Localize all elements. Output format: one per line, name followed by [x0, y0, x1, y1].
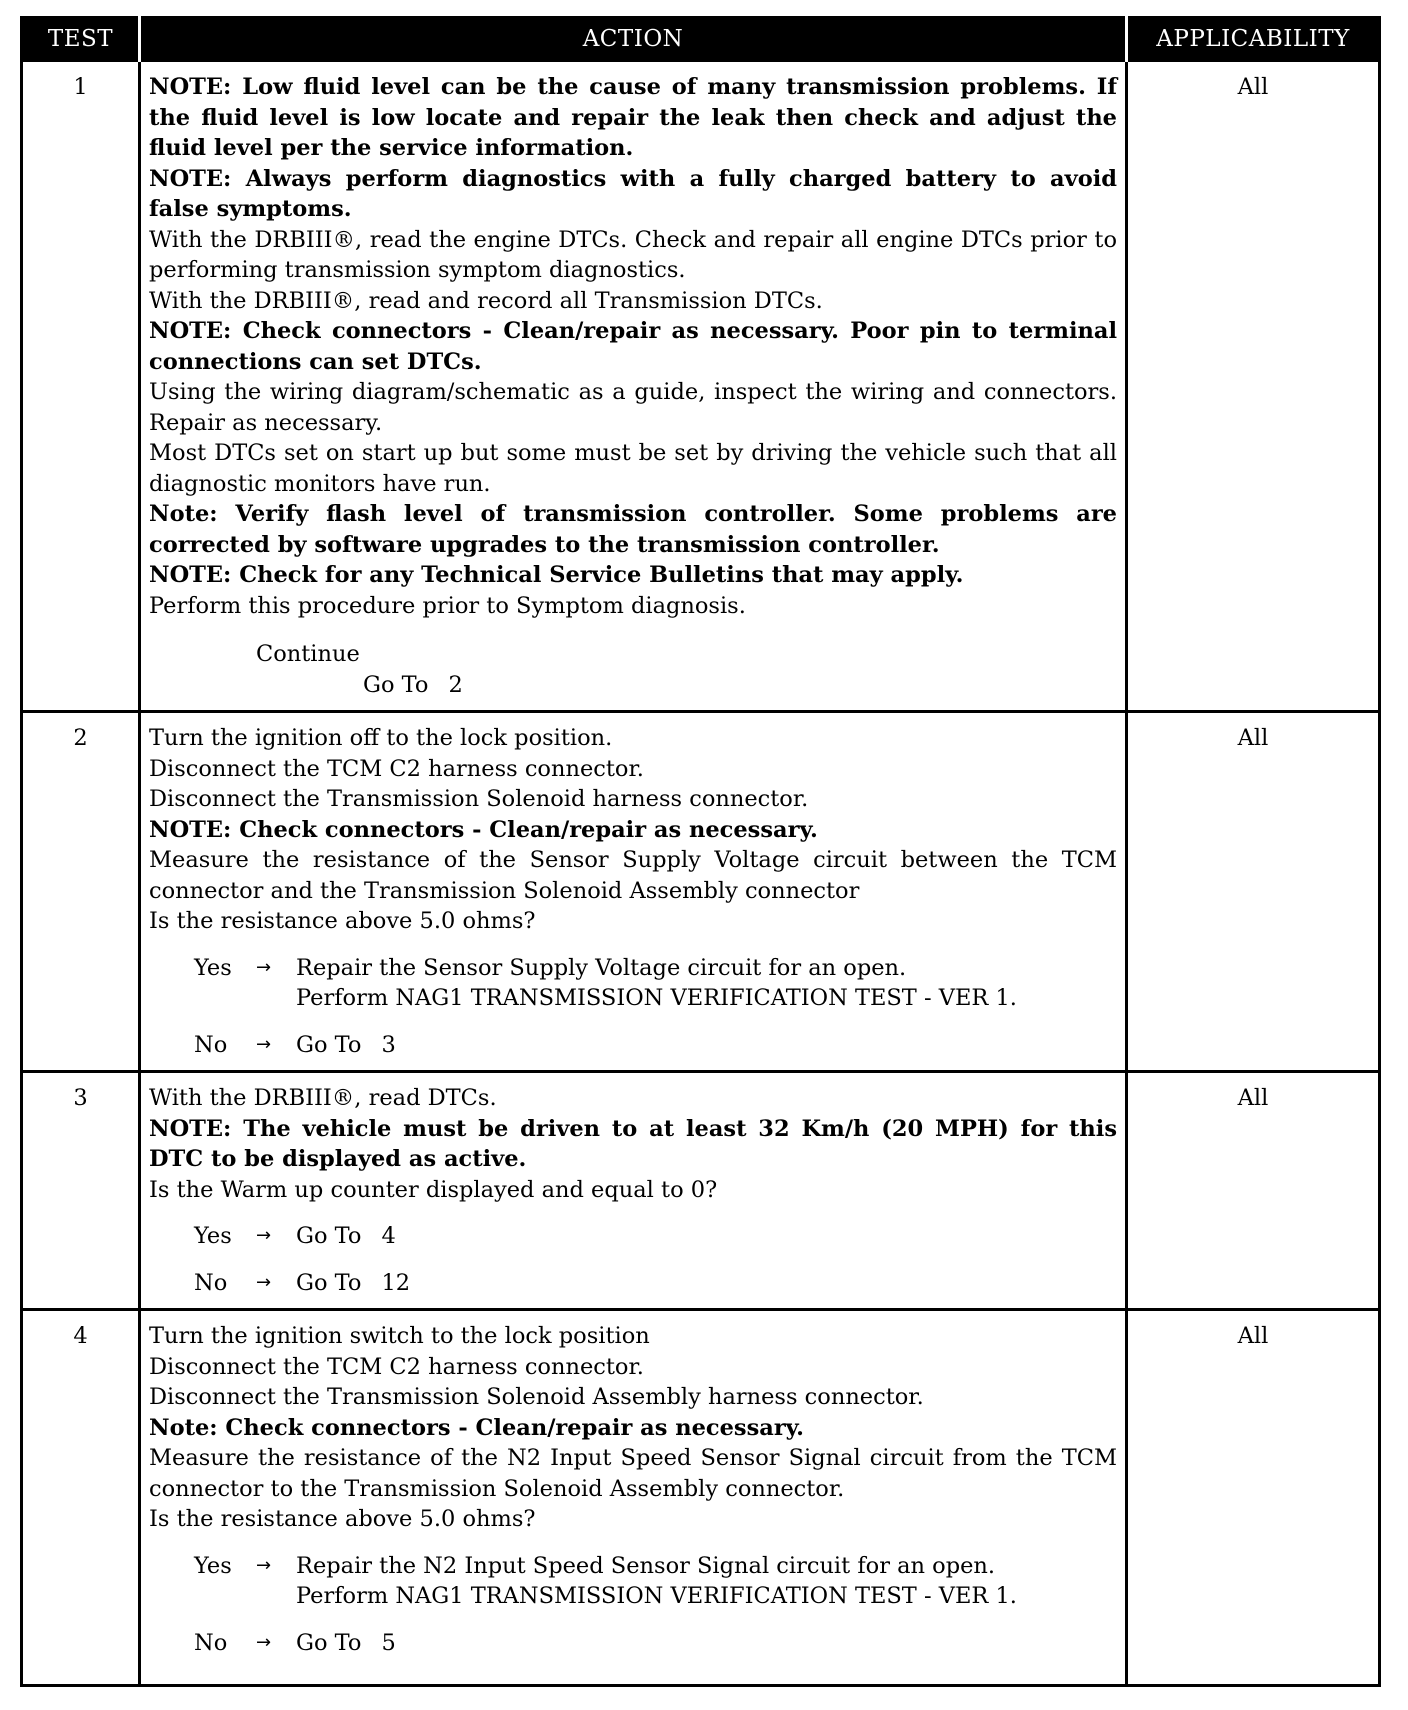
action-line: Most DTCs set on start up but some must be set by driving the vehicle such that all diagnostic monitors have run.	[149, 440, 1117, 497]
action-line: NOTE: Always perform diagnostics with a fully charged battery to avoid false symptoms.	[149, 165, 1117, 222]
arrow-right-icon: →	[256, 1631, 272, 1653]
action-line: Disconnect the TCM C2 harness connector.	[149, 1353, 644, 1380]
action-line: Disconnect the TCM C2 harness connector.	[149, 755, 644, 782]
action-line: Disconnect the Transmission Solenoid harness connector.	[149, 786, 809, 812]
diagnostic-table-page	[20, 16, 1378, 1687]
action-cell	[140, 712, 1127, 1072]
header-test: TEST	[22, 18, 140, 61]
no-branch[interactable]	[149, 1628, 1117, 1659]
goto-label: Go To	[363, 671, 429, 698]
action-line: Note: Check connectors - Clean/repair as necessary.	[149, 1414, 804, 1441]
continue-label: Continue	[256, 641, 360, 667]
action-line: Note: Verify flash level of transmission controller. Some problems are corrected by software upgrades to the transmission controller.	[149, 501, 1117, 558]
branch-result-line: Perform NAG1 TRANSMISSION VERIFICATION TEST - VER 1.	[296, 985, 1017, 1011]
yes-label: Yes	[194, 1223, 232, 1249]
applicability-value: All	[1127, 1310, 1380, 1686]
action-cell	[140, 61, 1127, 712]
applicability-value: All	[1127, 712, 1380, 1072]
table-row	[22, 1310, 1380, 1686]
table-row	[22, 712, 1380, 1072]
branch-result-line: Repair the Sensor Supply Voltage circuit for an open.	[296, 954, 907, 981]
no-label: No	[194, 1269, 228, 1296]
yes-branch[interactable]	[149, 953, 1117, 1014]
action-line: NOTE: Low fluid level can be the cause of many transmission problems. If the fluid level is low locate and repair the leak then check and adjust the fluid level per the service information.	[149, 74, 1117, 161]
goto-label: Go To	[296, 1629, 362, 1656]
action-line: Disconnect the Transmission Solenoid Assembly harness connector.	[149, 1384, 924, 1410]
table-row	[22, 61, 1380, 712]
branch-result-line: Repair the N2 Input Speed Sensor Signal circuit for an open.	[296, 1552, 996, 1579]
action-line: Is the resistance above 5.0 ohms?	[149, 908, 536, 934]
test-number: 3	[22, 1072, 140, 1310]
action-line: Is the resistance above 5.0 ohms?	[149, 1506, 536, 1532]
goto-target: 3	[381, 1031, 396, 1058]
action-line: With the DRBIII®, read and record all Transmission DTCs.	[149, 287, 823, 314]
action-cell	[140, 1310, 1127, 1686]
yes-label: Yes	[194, 954, 232, 981]
yes-branch[interactable]	[149, 1551, 1117, 1612]
table-header-row	[22, 18, 1380, 61]
test-number: 1	[22, 61, 140, 712]
no-branch[interactable]	[149, 1030, 1117, 1061]
goto-label: Go To	[296, 1269, 362, 1296]
applicability-value: All	[1127, 1072, 1380, 1310]
goto-target: 4	[381, 1223, 396, 1249]
action-cell	[140, 1072, 1127, 1310]
action-line: With the DRBIII®, read DTCs.	[149, 1085, 497, 1111]
header-applicability: APPLICABILITY	[1127, 18, 1380, 61]
no-label: No	[194, 1629, 228, 1656]
yes-branch[interactable]	[149, 1221, 1117, 1252]
test-number: 2	[22, 712, 140, 1072]
action-line: Perform this procedure prior to Symptom diagnosis.	[149, 592, 746, 619]
action-line: NOTE: Check connectors - Clean/repair as necessary. Poor pin to terminal connections can set DTCs.	[149, 318, 1117, 375]
action-line: Using the wiring diagram/schematic as a guide, inspect the wiring and connectors. Repair as necessary.	[149, 379, 1117, 436]
arrow-right-icon: →	[256, 1225, 272, 1246]
applicability-value: All	[1127, 61, 1380, 712]
table-row	[22, 1072, 1380, 1310]
goto-label: Go To	[296, 1223, 362, 1249]
action-line: Measure the resistance of the N2 Input Speed Sensor Signal circuit from the TCM connector to the Transmission Solenoid Assembly connector.	[149, 1445, 1117, 1502]
action-line: NOTE: The vehicle must be driven to at least 32 Km/h (20 MPH) for this DTC to be displayed as active.	[149, 1115, 1117, 1172]
arrow-right-icon: →	[256, 956, 272, 978]
action-line: Measure the resistance of the Sensor Supply Voltage circuit between the TCM connector and the Transmission Solenoid Assembly connector	[149, 847, 1117, 904]
diagnostic-test-table	[20, 16, 1381, 1687]
action-line: Is the Warm up counter displayed and equal to 0?	[149, 1176, 718, 1203]
action-line: Turn the ignition switch to the lock position	[149, 1323, 650, 1349]
no-branch[interactable]	[149, 1268, 1117, 1299]
arrow-right-icon: →	[256, 1271, 272, 1293]
arrow-right-icon: →	[256, 1033, 272, 1055]
yes-label: Yes	[194, 1552, 232, 1579]
test-number: 4	[22, 1310, 140, 1686]
action-line: Turn the ignition off to the lock position.	[149, 725, 613, 751]
action-line: NOTE: Check connectors - Clean/repair as necessary.	[149, 816, 818, 843]
goto-target: 5	[381, 1629, 396, 1656]
header-action: ACTION	[140, 18, 1127, 61]
goto-label: Go To	[296, 1031, 362, 1058]
goto-target: 12	[381, 1269, 411, 1296]
arrow-right-icon: →	[256, 1554, 272, 1576]
action-line: NOTE: Check for any Technical Service Bulletins that may apply.	[149, 562, 964, 588]
goto-link[interactable]	[363, 670, 1117, 701]
action-line: With the DRBIII®, read the engine DTCs. Check and repair all engine DTCs prior to performing transmission symptom diagnostics.	[149, 226, 1117, 283]
branch-result-line: Perform NAG1 TRANSMISSION VERIFICATION TEST - VER 1.	[296, 1583, 1017, 1609]
no-label: No	[194, 1031, 228, 1058]
goto-target: 2	[448, 671, 463, 698]
